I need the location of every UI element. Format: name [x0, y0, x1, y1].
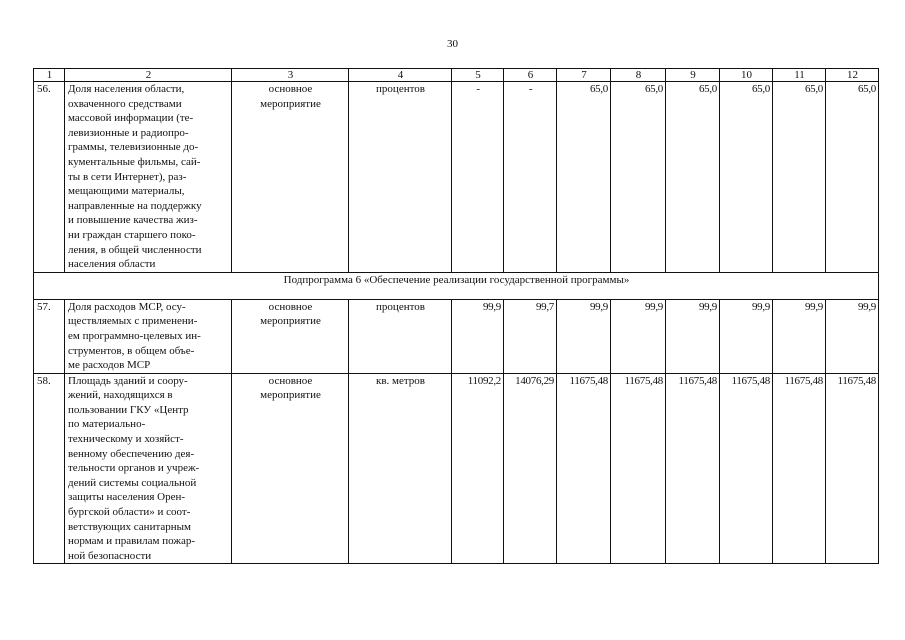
- unit: процентов: [349, 82, 452, 273]
- indicator-name-line: струментов, в общем объе-: [68, 344, 195, 357]
- row-number: 56.: [34, 82, 65, 273]
- column-header: 1: [34, 69, 65, 82]
- value-cell: 99,9: [611, 299, 666, 373]
- indicator-name-line: дений системы социальной: [68, 476, 197, 489]
- indicator-name-line: нормам и правилам пожар-: [68, 535, 196, 548]
- section-title: Подпрограмма 6 «Обеспечение реализации государственной программы»: [34, 272, 879, 299]
- value-cell: 65,0: [720, 82, 773, 273]
- indicator-name-line: тельности органов и учреж-: [68, 462, 200, 475]
- indicator-type-line: основное: [268, 83, 313, 95]
- indicators-table: [33, 68, 879, 564]
- indicator-name-line: Доля населения области,: [68, 83, 185, 95]
- indicator-name-line: ни граждан старшего поко-: [68, 228, 196, 241]
- indicator-type: [232, 373, 349, 564]
- value-cell: 99,9: [666, 299, 720, 373]
- unit: процентов: [349, 299, 452, 373]
- indicator-name-line: Площадь зданий и соору-: [68, 374, 188, 387]
- indicator-name: [65, 82, 232, 273]
- value-cell: 11675,48: [826, 373, 879, 564]
- indicator-name-line: ме расходов МСР: [68, 359, 151, 372]
- indicator-type-line: мероприятие: [260, 315, 321, 328]
- value-cell: 65,0: [557, 82, 611, 273]
- table-row: [34, 373, 879, 564]
- column-header: 11: [773, 69, 826, 82]
- row-number: 57.: [34, 299, 65, 373]
- column-header: 4: [349, 69, 452, 82]
- column-header: 6: [504, 69, 557, 82]
- indicator-name-line: населения области: [68, 258, 156, 271]
- column-header: 10: [720, 69, 773, 82]
- value-cell: 11675,48: [557, 373, 611, 564]
- value-cell: 99,9: [452, 299, 504, 373]
- value-cell: 11675,48: [773, 373, 826, 564]
- value-cell: 65,0: [773, 82, 826, 273]
- indicator-name-line: ществляемых с применени-: [68, 315, 198, 328]
- value-cell: -: [504, 82, 557, 273]
- header-row: [34, 69, 879, 82]
- indicator-name-line: ем программно-целевых ин-: [68, 329, 201, 342]
- page-number: 30: [447, 38, 458, 50]
- indicator-name-line: массовой информации (те-: [68, 112, 194, 125]
- value-cell: 65,0: [826, 82, 879, 273]
- indicator-name-line: кументальные фильмы, сай-: [68, 155, 201, 168]
- indicator-name-line: мещающими материалы,: [68, 185, 185, 198]
- value-cell: 14076,29: [504, 373, 557, 564]
- indicator-name-line: ной безопасности: [68, 549, 152, 562]
- value-cell: 99,7: [504, 299, 557, 373]
- table-row: [34, 299, 879, 373]
- column-header: 7: [557, 69, 611, 82]
- indicator-name-line: техническому и хозяйст-: [68, 433, 184, 446]
- indicator-type-line: основное: [268, 374, 313, 387]
- value-cell: 11675,48: [611, 373, 666, 564]
- indicator-type: [232, 82, 349, 273]
- indicator-name-line: защиты населения Орен-: [68, 491, 186, 504]
- indicator-name-line: охваченного средствами: [68, 97, 182, 110]
- indicator-name-line: пользовании ГКУ «Центр: [68, 403, 189, 416]
- column-header: 12: [826, 69, 879, 82]
- indicator-type-line: мероприятие: [260, 97, 321, 110]
- column-header: 9: [666, 69, 720, 82]
- value-cell: 99,9: [557, 299, 611, 373]
- indicator-name-line: ления, в общей численности: [68, 243, 202, 256]
- indicator-name-line: ветствующих санитарным: [68, 520, 192, 533]
- unit: кв. метров: [349, 373, 452, 564]
- indicator-name-line: граммы, телевизионные до-: [68, 141, 199, 154]
- indicator-name-line: по материально-: [68, 418, 146, 431]
- value-cell: 11675,48: [666, 373, 720, 564]
- value-cell: 11675,48: [720, 373, 773, 564]
- indicator-name-line: Доля расходов МСР, осу-: [68, 300, 186, 313]
- row-number: 58.: [34, 373, 65, 564]
- indicator-name-line: левизионные и радиопро-: [68, 126, 189, 139]
- indicator-name-line: направленные на поддержку: [68, 199, 202, 212]
- indicator-type: [232, 299, 349, 373]
- value-cell: 99,9: [720, 299, 773, 373]
- indicator-type-line: основное: [268, 300, 313, 313]
- column-header: 2: [65, 69, 232, 82]
- indicator-name-line: и повышение качества жиз-: [68, 214, 198, 227]
- indicator-type-line: мероприятие: [260, 389, 321, 402]
- column-header: 3: [232, 69, 349, 82]
- value-cell: 99,9: [826, 299, 879, 373]
- indicator-name-line: бургской области» и соот-: [68, 506, 191, 519]
- section-row: [34, 272, 879, 299]
- value-cell: 11092,2: [452, 373, 504, 564]
- indicator-name-line: ты в сети Интернет), раз-: [68, 170, 187, 183]
- indicator-name-line: жений, находящихся в: [68, 389, 173, 402]
- table-row: [34, 82, 879, 273]
- indicator-name: [65, 373, 232, 564]
- value-cell: 99,9: [773, 299, 826, 373]
- value-cell: 65,0: [611, 82, 666, 273]
- value-cell: 65,0: [666, 82, 720, 273]
- column-header: 5: [452, 69, 504, 82]
- indicator-name-line: венному обеспечению дея-: [68, 447, 195, 460]
- indicator-name: [65, 299, 232, 373]
- column-header: 8: [611, 69, 666, 82]
- value-cell: -: [452, 82, 504, 273]
